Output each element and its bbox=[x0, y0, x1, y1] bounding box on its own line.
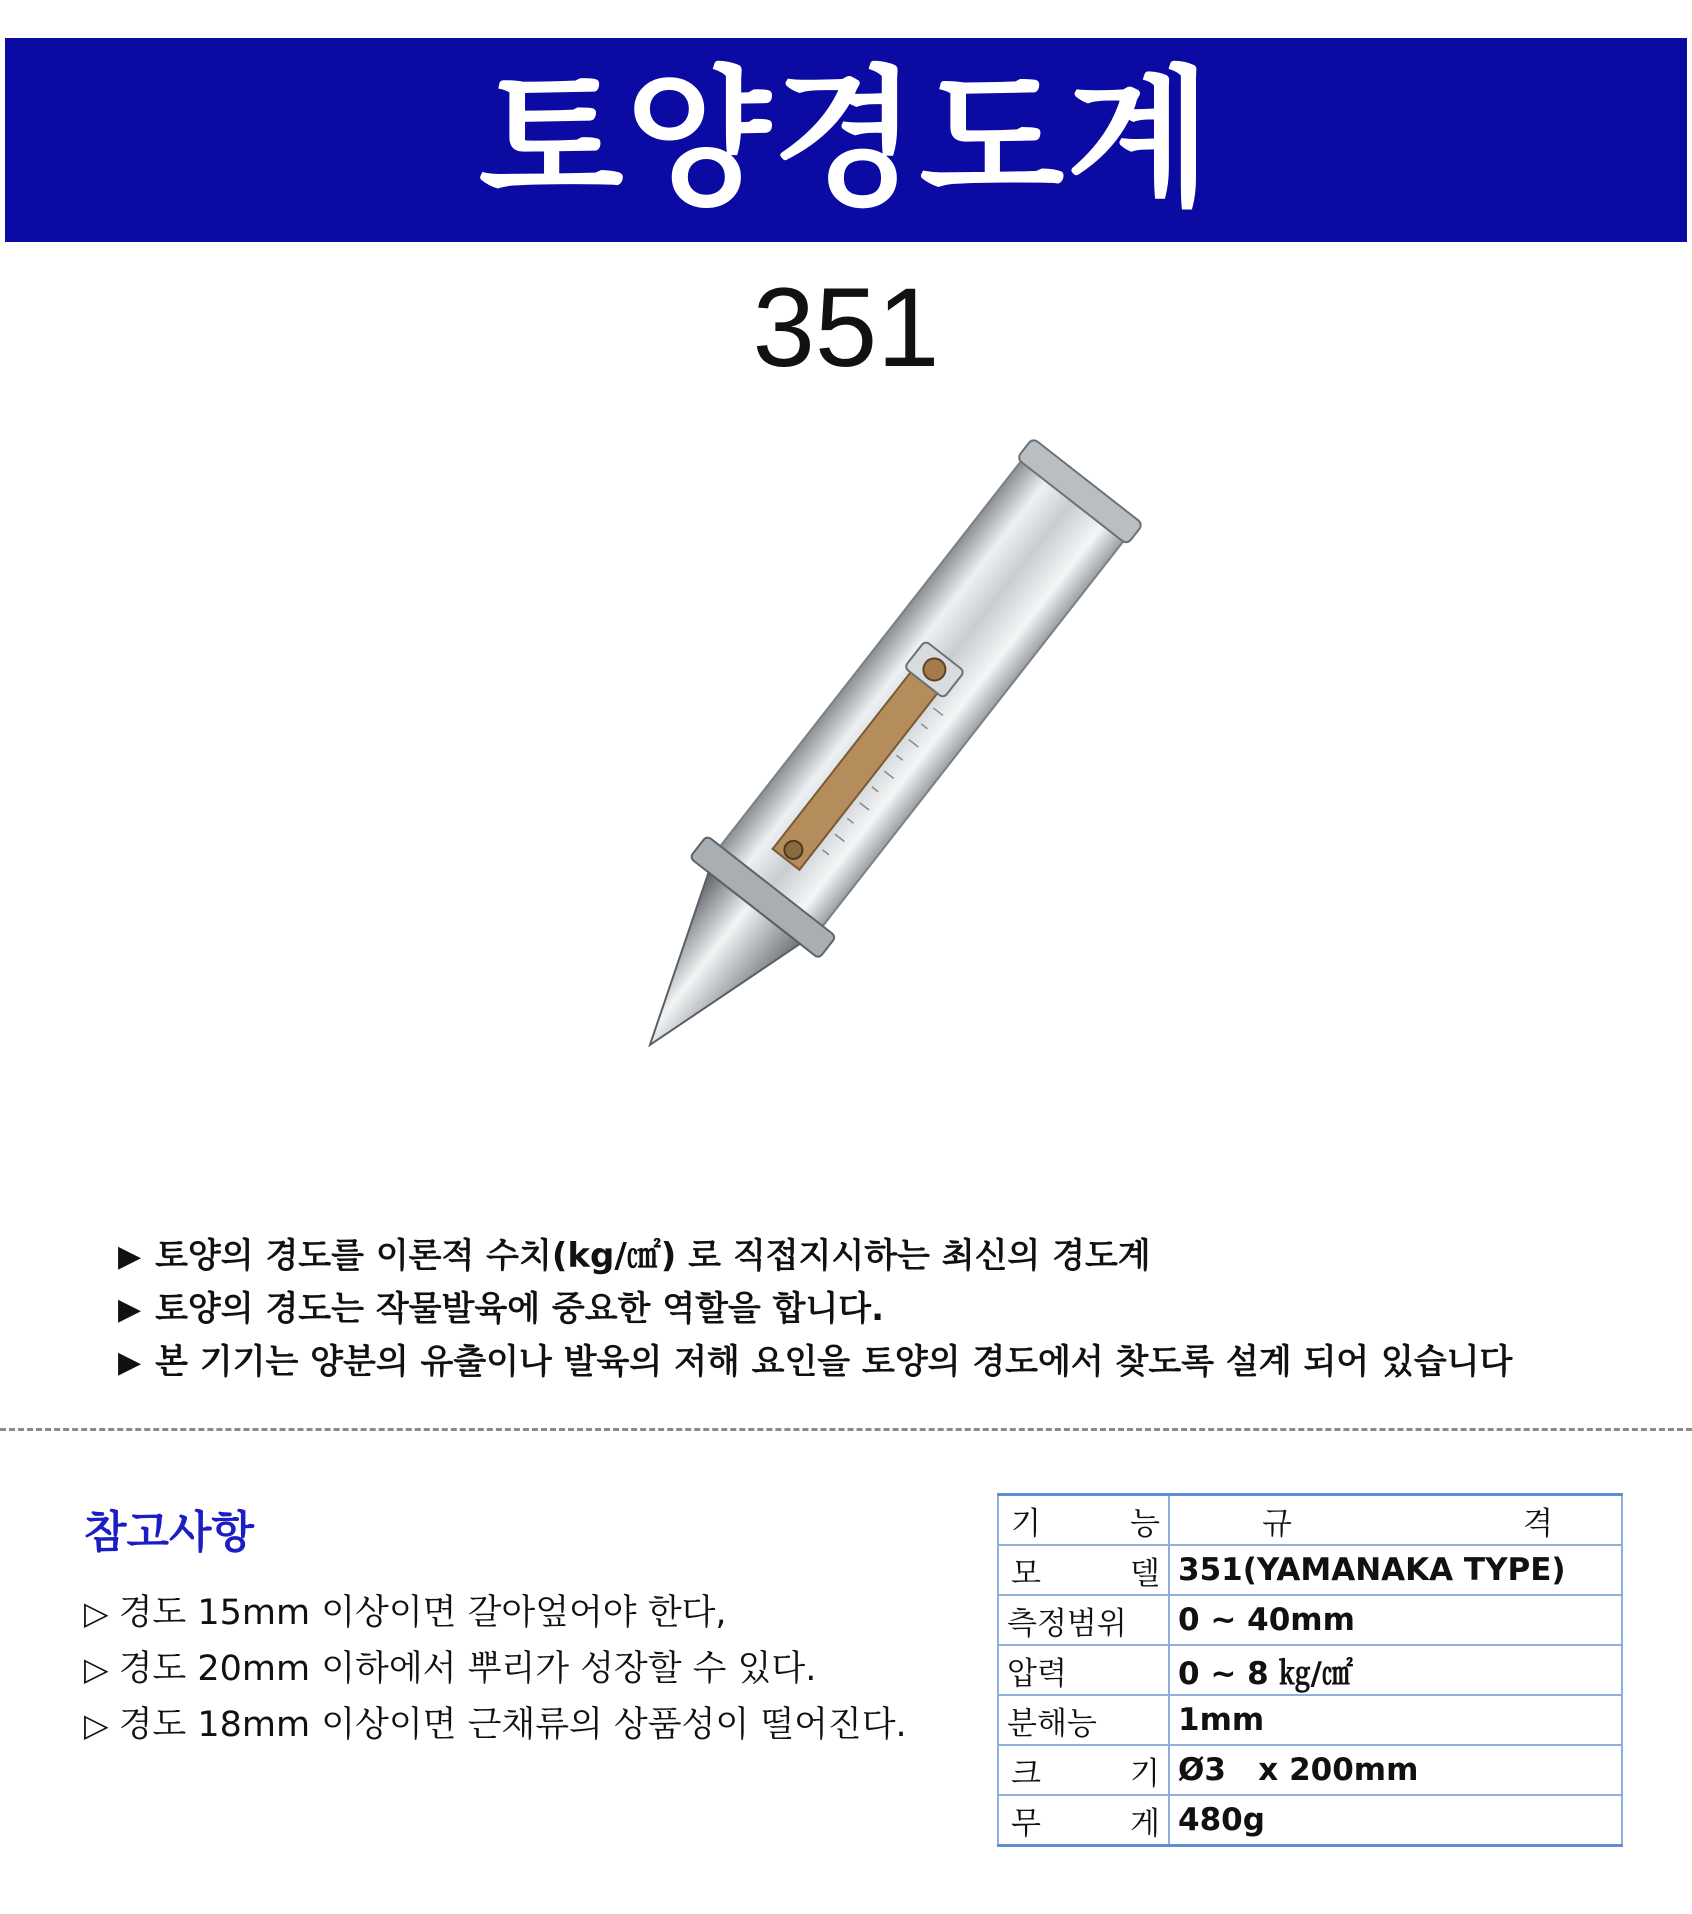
list-item bbox=[84, 1641, 964, 1697]
feature-text: 본 기기는 양분의 유출이나 발육의 저해 요인을 토양의 경도에서 찾도록 설계 되어 있습니다 bbox=[155, 1342, 1513, 1382]
triangle-right-icon: ▶ bbox=[118, 1345, 142, 1380]
table-cell-value: 0 ~ 8 ㎏/㎠ bbox=[1169, 1645, 1622, 1695]
list-item bbox=[118, 1230, 1638, 1283]
table-cell-label bbox=[998, 1745, 1169, 1795]
page-title: 토양경도계 bbox=[478, 53, 1214, 227]
table-row bbox=[998, 1545, 1622, 1595]
label-part: 게 bbox=[1130, 1805, 1160, 1842]
triangle-right-icon: ▶ bbox=[118, 1239, 142, 1274]
list-item bbox=[118, 1283, 1638, 1336]
header-spec-part: 규 bbox=[1262, 1505, 1292, 1542]
label-part: 무 bbox=[1011, 1805, 1041, 1842]
triangle-outline-right-icon: ▷ bbox=[84, 1650, 109, 1688]
table-row bbox=[998, 1595, 1622, 1645]
reference-notes bbox=[84, 1585, 964, 1753]
table-cell-value: Ø3 x 200mm bbox=[1169, 1745, 1622, 1795]
reference-title: 참고사항 bbox=[84, 1507, 255, 1558]
label-part: 델 bbox=[1130, 1555, 1160, 1592]
table-cell-label bbox=[998, 1545, 1169, 1595]
list-item bbox=[118, 1336, 1638, 1389]
header-label-part: 능 bbox=[1130, 1505, 1160, 1542]
soil-hardness-tester-image bbox=[420, 400, 1320, 1120]
table-cell-label: 압력 bbox=[998, 1645, 1169, 1695]
table-header-row bbox=[998, 1495, 1622, 1546]
list-item bbox=[84, 1585, 964, 1641]
label-part: 크 bbox=[1011, 1755, 1041, 1792]
feature-text: 토양의 경도를 이론적 수치(kg/㎠) 로 직접지시하는 최신의 경도계 bbox=[155, 1236, 1151, 1276]
feature-text: 토양의 경도는 작물발육에 중요한 역할을 합니다. bbox=[155, 1289, 885, 1329]
table-cell-value: 1mm bbox=[1169, 1695, 1622, 1745]
table-cell-label: 측정범위 bbox=[998, 1595, 1169, 1645]
table-cell-label: 분해능 bbox=[998, 1695, 1169, 1745]
label-part: 기 bbox=[1130, 1755, 1160, 1792]
table-header-cell bbox=[998, 1495, 1169, 1546]
table-row bbox=[998, 1695, 1622, 1745]
header-spec-part: 격 bbox=[1523, 1505, 1553, 1542]
triangle-outline-right-icon: ▷ bbox=[84, 1594, 109, 1632]
note-text: 경도 18mm 이상이면 근채류의 상품성이 떨어진다. bbox=[118, 1705, 907, 1745]
header-label-part: 기 bbox=[1011, 1505, 1041, 1542]
table-cell-value: 480g bbox=[1169, 1795, 1622, 1846]
table-cell-value: 351(YAMANAKA TYPE) bbox=[1169, 1545, 1622, 1595]
title-banner bbox=[5, 38, 1687, 242]
table-row bbox=[998, 1795, 1622, 1846]
triangle-outline-right-icon: ▷ bbox=[84, 1706, 109, 1744]
spec-table bbox=[997, 1493, 1623, 1847]
table-cell-value: 0 ~ 40mm bbox=[1169, 1595, 1622, 1645]
model-number: 351 bbox=[752, 265, 940, 390]
note-text: 경도 20mm 이하에서 뿌리가 성장할 수 있다. bbox=[118, 1649, 817, 1689]
feature-list bbox=[118, 1230, 1638, 1389]
triangle-right-icon: ▶ bbox=[118, 1292, 142, 1327]
table-row bbox=[998, 1745, 1622, 1795]
table-row bbox=[998, 1645, 1622, 1695]
table-header-cell bbox=[1169, 1495, 1622, 1546]
table-cell-label bbox=[998, 1795, 1169, 1846]
label-part: 모 bbox=[1011, 1555, 1041, 1592]
note-text: 경도 15mm 이상이면 갈아엎어야 한다, bbox=[118, 1593, 727, 1633]
list-item bbox=[84, 1697, 964, 1753]
dashed-divider bbox=[0, 1428, 1692, 1431]
